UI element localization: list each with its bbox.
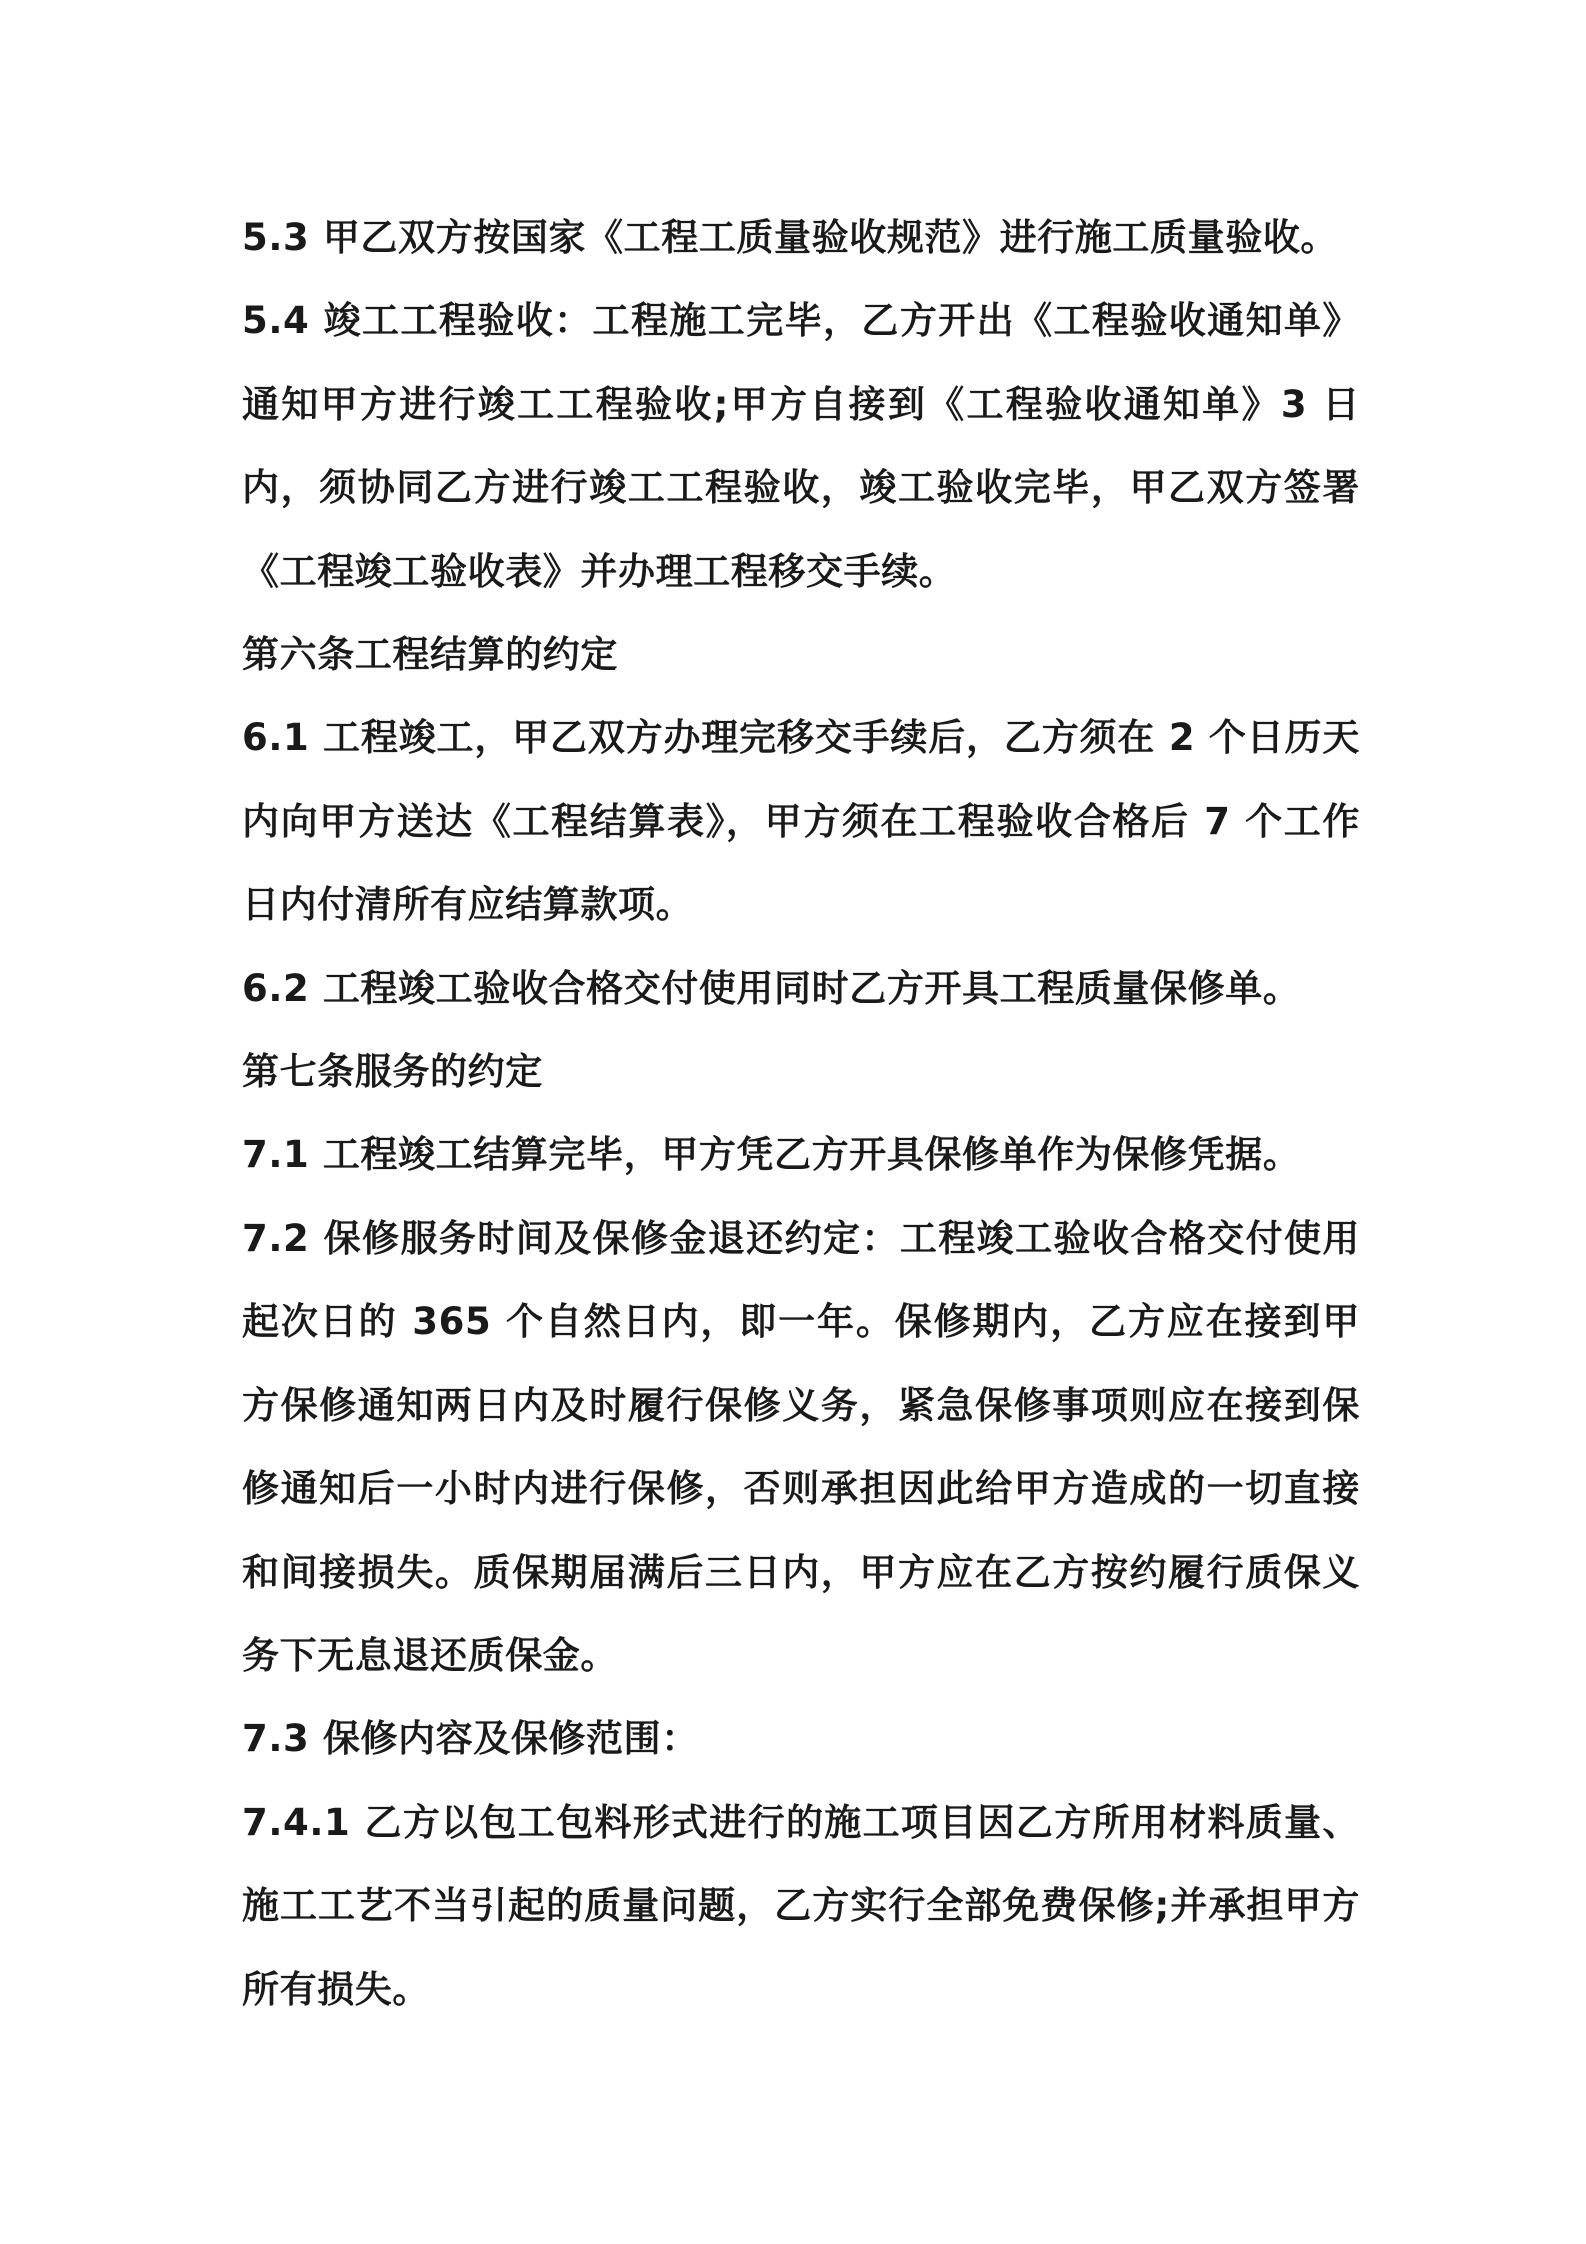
article-7-heading: 第七条服务的约定	[242, 1050, 543, 1094]
clause-7-4-1: 7.4.1 乙方以包工包料形式进行的施工项目因乙方所用材料质量、施工工艺不当引起的质量问题，乙方实行全部免费保修;并承担甲方所有损失。	[242, 1800, 1360, 2011]
clause-7-1: 7.1 工程竣工结算完毕，甲方凭乙方开具保修单作为保修凭据。	[242, 1133, 1301, 1177]
clause-5-3: 5.3 甲乙双方按国家《工程工质量验收规范》进行施工质量验收。	[242, 216, 1339, 259]
document-body	[242, 196, 1360, 2031]
clause-6-1: 6.1 工程竣工，甲乙双方办理完移交手续后，乙方须在 2 个日历天内向甲方送达《工程结算表》，甲方须在工程验收合格后 7 个工作日内付清所有应结算款项。	[242, 716, 1360, 927]
article-6-heading: 第六条工程结算的约定	[242, 633, 618, 677]
clause-7-2: 7.2 保修服务时间及保修金退还约定：工程竣工验收合格交付使用起次日的 365 个自然日内，即一年。保修期内，乙方应在接到甲方保修通知两日内及时履行保修义务，紧急保修事项则应在接到保修通知后一小时内进行保修，否则承担因此给甲方造成的一切直接和间接损失。质保期届满后三日内，甲方应在乙方按约履行质保义务下无息退还质保金。	[242, 1216, 1360, 1677]
clause-7-3: 7.3 保修内容及保修范围：	[242, 1717, 699, 1761]
clause-5-4: 5.4 竣工工程验收：工程施工完毕，乙方开出《工程验收通知单》通知甲方进行竣工工程验收;甲方自接到《工程验收通知单》3 日内，须协同乙方进行竣工工程验收，竣工验收完毕，甲乙双方签署《工程竣工验收表》并办理工程移交手续。	[242, 299, 1360, 593]
clause-6-2: 6.2 工程竣工验收合格交付使用同时乙方开具工程质量保修单。	[242, 966, 1301, 1010]
